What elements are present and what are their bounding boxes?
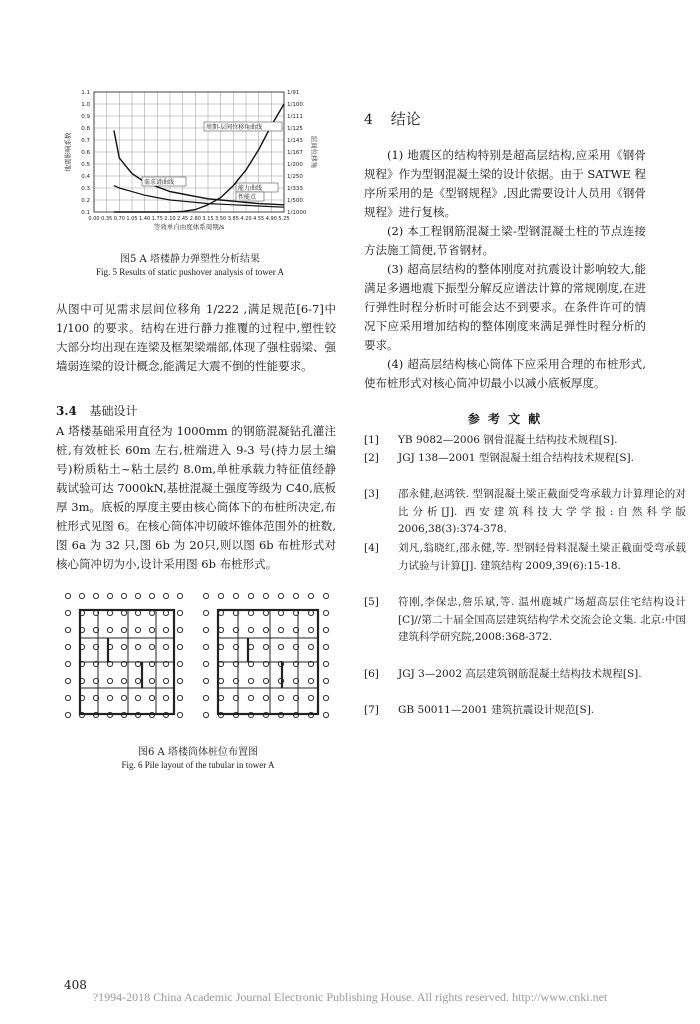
pile-circle bbox=[248, 678, 253, 683]
x-tick-label: 0.70 bbox=[113, 216, 125, 222]
pile-circle bbox=[163, 678, 168, 683]
label-drift-curve: 周期-层间位移角曲线 bbox=[206, 124, 263, 131]
reference-number: [2] bbox=[364, 452, 379, 464]
pile-circle bbox=[107, 610, 112, 615]
y-left-tick-label: 1.1 bbox=[81, 90, 90, 96]
pile-circle bbox=[135, 678, 140, 683]
pile-circle bbox=[135, 627, 140, 632]
pile-circle bbox=[65, 661, 70, 666]
pile-circle bbox=[107, 678, 112, 683]
pile-circle bbox=[135, 644, 140, 649]
section-number: 3.4 bbox=[56, 404, 77, 418]
pile-circle bbox=[203, 610, 208, 615]
pile-circle bbox=[163, 695, 168, 700]
label-demand-curve: 需求谱曲线 bbox=[144, 179, 175, 186]
x-tick-label: 4.20 bbox=[240, 216, 252, 222]
pile-circle bbox=[65, 610, 70, 615]
figure6-caption-cn: 图6 A 塔楼筒体桩位布置图 bbox=[138, 747, 258, 758]
conclusion-item-1: (1) 地震区的结构特别是超高层结构,应采用《钢骨规程》作为型钢混凝土梁的设计依据。由于 SATWE 程序所采用的是《型钢规程》,因此需要设计人员用《钢骨规程》进行复核。 bbox=[364, 148, 646, 219]
pile-circle bbox=[149, 678, 154, 683]
pile-circle bbox=[163, 610, 168, 615]
reference-text: 刘凡,翁晓红,邵永健,等. 型钢轻骨料混凝土梁正截面受弯承载力试验与计算[J]. 建筑结构 2009,39(6):15-18. bbox=[398, 542, 686, 572]
figure5-caption-en: Fig. 5 Results of static pushover analysis of tower A bbox=[96, 267, 284, 277]
copyright-line: ?1994-2018 China Academic Journal Electronic Publishing House. All rights reserved. http://www.cnki.net bbox=[92, 990, 608, 1004]
pile-circle bbox=[65, 712, 70, 717]
pile-circle bbox=[278, 593, 283, 598]
pile-circle bbox=[263, 593, 268, 598]
pile-circle bbox=[323, 610, 328, 615]
pile-circle bbox=[149, 593, 154, 598]
conclusion-number: 4 bbox=[364, 112, 373, 128]
pile-circle bbox=[323, 678, 328, 683]
pile-circle bbox=[177, 661, 182, 666]
pile-circle bbox=[248, 610, 253, 615]
pile-circle bbox=[107, 593, 112, 598]
pile-circle bbox=[203, 593, 208, 598]
conclusion-item-4: (4) 超高层结构核心筒体下应采用合理的布桩形式,使布桩形式对核心筒冲切最小以减小底板厚度。 bbox=[364, 357, 646, 390]
reference-text: YB 9082—2006 钢骨混凝土结构技术规程[S]. bbox=[398, 434, 618, 446]
pile-circle bbox=[203, 695, 208, 700]
y-left-tick-label: 0.8 bbox=[81, 126, 90, 132]
y-left-tick-label: 0.2 bbox=[81, 198, 90, 204]
reference-text: JGJ 3—2002 高层建筑钢筋混凝土结构技术规程[S]. bbox=[398, 668, 642, 680]
x-tick-label: 3.15 bbox=[202, 216, 214, 222]
pile-circle bbox=[203, 678, 208, 683]
pile-circle bbox=[203, 644, 208, 649]
reference-text: JGJ 138—2001 型钢混凝土组合结构技术规程[S]. bbox=[398, 452, 634, 464]
pile-circle bbox=[308, 610, 313, 615]
pile-circle bbox=[278, 695, 283, 700]
pile-circle bbox=[323, 644, 328, 649]
y-right-tick-label: 1/250 bbox=[287, 174, 303, 180]
y-left-tick-label: 0.6 bbox=[81, 150, 90, 156]
y-left-tick-label: 1.0 bbox=[81, 102, 90, 108]
page-number: 408 bbox=[64, 978, 87, 992]
y-left-tick-label: 0.7 bbox=[81, 138, 90, 144]
pile-circle bbox=[121, 610, 126, 615]
pile-circle bbox=[65, 695, 70, 700]
y-right-tick-label: 1/333 bbox=[287, 186, 303, 192]
pile-circle bbox=[177, 627, 182, 632]
pile-circle bbox=[248, 627, 253, 632]
pile-circle bbox=[65, 644, 70, 649]
pile-circle bbox=[107, 627, 112, 632]
pile-circle bbox=[323, 712, 328, 717]
pile-circle bbox=[323, 695, 328, 700]
pile-circle bbox=[177, 712, 182, 717]
y-right-tick-label: 1/1000 bbox=[287, 210, 307, 216]
y-right-tick-label: 1/125 bbox=[287, 126, 303, 132]
pile-circle bbox=[121, 678, 126, 683]
pile-circle bbox=[163, 627, 168, 632]
x-tick-label: 1.05 bbox=[126, 216, 138, 222]
pile-circle bbox=[177, 593, 182, 598]
pile-circle bbox=[263, 644, 268, 649]
pile-circle bbox=[323, 627, 328, 632]
pile-circle bbox=[149, 627, 154, 632]
x-tick-label: 3.50 bbox=[215, 216, 227, 222]
pile-circle bbox=[177, 610, 182, 615]
pile-circle bbox=[177, 695, 182, 700]
pile-circle bbox=[149, 610, 154, 615]
pile-circle bbox=[308, 695, 313, 700]
y-right-tick-label: 1/111 bbox=[287, 114, 303, 120]
pile-circle bbox=[218, 644, 223, 649]
pile-circle bbox=[149, 644, 154, 649]
section-title: 基础设计 bbox=[89, 404, 138, 418]
reference-number: [7] bbox=[364, 704, 379, 716]
pushover-chart bbox=[60, 86, 320, 246]
reference-number: [5] bbox=[364, 596, 379, 608]
y-left-tick-label: 0.1 bbox=[81, 210, 90, 216]
pile-layout-svg bbox=[58, 588, 338, 740]
pile-circle bbox=[65, 678, 70, 683]
section-heading-3-4 bbox=[56, 402, 137, 419]
figure6-caption-en: Fig. 6 Pile layout of the tubular in tower A bbox=[121, 760, 275, 770]
pile-circle bbox=[248, 644, 253, 649]
x-tick-label: 2.45 bbox=[177, 216, 189, 222]
x-tick-label: 0.35 bbox=[101, 216, 113, 222]
x-tick-label: 2.10 bbox=[164, 216, 176, 222]
y-right-tick-label: 1/100 bbox=[287, 102, 303, 108]
pile-circle bbox=[121, 644, 126, 649]
pile-circle bbox=[248, 695, 253, 700]
pile-circle bbox=[278, 644, 283, 649]
pile-circle bbox=[308, 678, 313, 683]
x-tick-label: 1.75 bbox=[151, 216, 163, 222]
reference-text: 符刚,李保忠,詹乐斌,等. 温州鹿城广场超高层住宅结构设计[C]//第二十届全国高层建筑结构学术交流会论文集. 北京:中国建筑科学研究院,2008:368-372. bbox=[398, 596, 686, 643]
paragraph-drift: 从图中可见需求层间位移角 1/222 ,满足规范[6-7]中 1/100 的要求。结构在进行静力推覆的过程中,塑性铰大部分均出现在连梁及框架梁端部,体现了强柱弱梁、强墙弱连梁的设计概念,能满足大震不倒的性能要求。 bbox=[56, 302, 336, 373]
pile-circle bbox=[177, 644, 182, 649]
reference-number: [3] bbox=[364, 488, 379, 500]
pushover-chart-svg bbox=[60, 86, 320, 246]
conclusion-item-2: (2) 本工程钢筋混凝土梁-型钢混凝土柱的节点连接方法施工简便,节省钢材。 bbox=[364, 224, 646, 257]
pile-circle bbox=[135, 593, 140, 598]
x-tick-label: 1.40 bbox=[139, 216, 151, 222]
paragraph-foundation: A 塔楼基础采用直径为 1000mm 的钢筋混凝钻孔灌注桩,有效桩长 60m 左右,桩端进入 9-3 号(持力层土编号)粉质粘土~粘土层约 8.0m,单桩承载力特征值经静载试验可达 7000kN,基桩混凝土强度等级为 C40,底板厚 3m。底板的厚度主要由核心筒体下的布桩所决定,布桩形式见图 6。在核心筒体冲切破坏锥体范围外的桩数,图 6a 为 32 只,图 6b 为 20只,则以图 6b 布桩形式对核心筒冲切为小,设计采用图 6b 布桩形式。 bbox=[56, 424, 336, 571]
core-inner-walls-a bbox=[108, 638, 142, 688]
reference-number: [6] bbox=[364, 668, 379, 680]
reference-text: 邵永健,赵鸿铁. 型钢混凝土梁正截面受弯承载力计算理论的对比分析[J]. 西安建筑科技大学学报:自然科学版 2006,38(3):374-378. bbox=[398, 488, 686, 535]
reference-item bbox=[364, 666, 686, 702]
reference-item bbox=[364, 702, 686, 720]
y-left-tick-label: 0.4 bbox=[81, 174, 90, 180]
pile-layout-figure bbox=[58, 588, 338, 740]
pile-circle bbox=[323, 661, 328, 666]
references-title: 参 考 文 献 bbox=[467, 412, 543, 426]
x-tick-label: 4.90 bbox=[265, 216, 277, 222]
pile-circle bbox=[203, 661, 208, 666]
pile-circle bbox=[263, 627, 268, 632]
y-right-tick-label: 1/500 bbox=[287, 198, 303, 204]
pile-circle bbox=[218, 678, 223, 683]
y-left-axis-label: 地震影响系数 bbox=[64, 132, 72, 172]
y-right-tick-label: 1/167 bbox=[287, 150, 303, 156]
pile-circle bbox=[278, 610, 283, 615]
pile-circle bbox=[121, 593, 126, 598]
pile-circle bbox=[135, 610, 140, 615]
y-right-tick-label: 1/200 bbox=[287, 162, 303, 168]
pile-circle bbox=[93, 593, 98, 598]
reference-item bbox=[364, 486, 686, 540]
y-left-tick-label: 0.3 bbox=[81, 186, 90, 192]
pile-circle bbox=[248, 593, 253, 598]
pile-circle bbox=[218, 610, 223, 615]
x-tick-label: 0.00 bbox=[88, 216, 100, 222]
reference-text: GB 50011—2001 建筑抗震设计规范[S]. bbox=[398, 704, 595, 716]
x-tick-label: 4.55 bbox=[253, 216, 265, 222]
pile-circle bbox=[293, 593, 298, 598]
reference-number: [4] bbox=[364, 542, 379, 554]
pile-circle bbox=[79, 593, 84, 598]
x-tick-label: 5.25 bbox=[278, 216, 290, 222]
section-heading-conclusion bbox=[364, 108, 421, 129]
pile-circle bbox=[308, 627, 313, 632]
pile-circle bbox=[65, 593, 70, 598]
pile-circle bbox=[65, 627, 70, 632]
y-right-axis-label: 层间位移角 bbox=[310, 135, 318, 169]
pile-circle bbox=[203, 712, 208, 717]
reference-item bbox=[364, 594, 686, 666]
conclusion-item-3: (3) 超高层结构的整体刚度对抗震设计影响较大,能满足多遇地震下振型分解反应谱法计算的常规刚度,在进行弹性时程分析时可能会达不到要求。在条件许可的情况下应采用增加结构的整体刚度来满足弹性时程分析的要求。 bbox=[364, 262, 646, 352]
conclusion-title: 结论 bbox=[390, 110, 421, 128]
reference-item bbox=[364, 432, 686, 450]
pile-circle bbox=[263, 610, 268, 615]
pile-circle bbox=[278, 627, 283, 632]
pile-circle bbox=[163, 593, 168, 598]
pile-circle bbox=[308, 644, 313, 649]
y-right-tick-label: 1/91 bbox=[287, 90, 300, 96]
pile-circle bbox=[218, 695, 223, 700]
pile-circle bbox=[233, 593, 238, 598]
pile-circle bbox=[135, 695, 140, 700]
figure5-caption-cn: 图5 A 塔楼静力弹塑性分析结果 bbox=[120, 254, 260, 265]
y-left-tick-label: 0.9 bbox=[81, 114, 90, 120]
pile-circle bbox=[308, 593, 313, 598]
pile-circle bbox=[263, 678, 268, 683]
x-axis-label: 等效单自由度体系周期/s bbox=[153, 223, 225, 231]
reference-item bbox=[364, 450, 686, 486]
y-right-tick-label: 1/143 bbox=[287, 138, 303, 144]
reference-number: [1] bbox=[364, 434, 379, 446]
pile-circle bbox=[218, 627, 223, 632]
pile-circle bbox=[203, 627, 208, 632]
label-capacity-curve: 能力曲线 bbox=[238, 185, 263, 192]
pile-circle bbox=[323, 593, 328, 598]
pile-circle bbox=[177, 678, 182, 683]
pile-circle bbox=[121, 695, 126, 700]
x-tick-label: 2.80 bbox=[189, 216, 201, 222]
pile-circle bbox=[121, 627, 126, 632]
pile-circle bbox=[163, 644, 168, 649]
reference-item bbox=[364, 540, 686, 594]
x-tick-label: 3.85 bbox=[227, 216, 239, 222]
pile-circle bbox=[218, 593, 223, 598]
label-performance-point: 性能点 bbox=[238, 194, 257, 201]
pile-circle bbox=[107, 695, 112, 700]
pile-circle bbox=[263, 695, 268, 700]
y-left-tick-label: 0.5 bbox=[81, 162, 90, 168]
pile-circle bbox=[149, 695, 154, 700]
